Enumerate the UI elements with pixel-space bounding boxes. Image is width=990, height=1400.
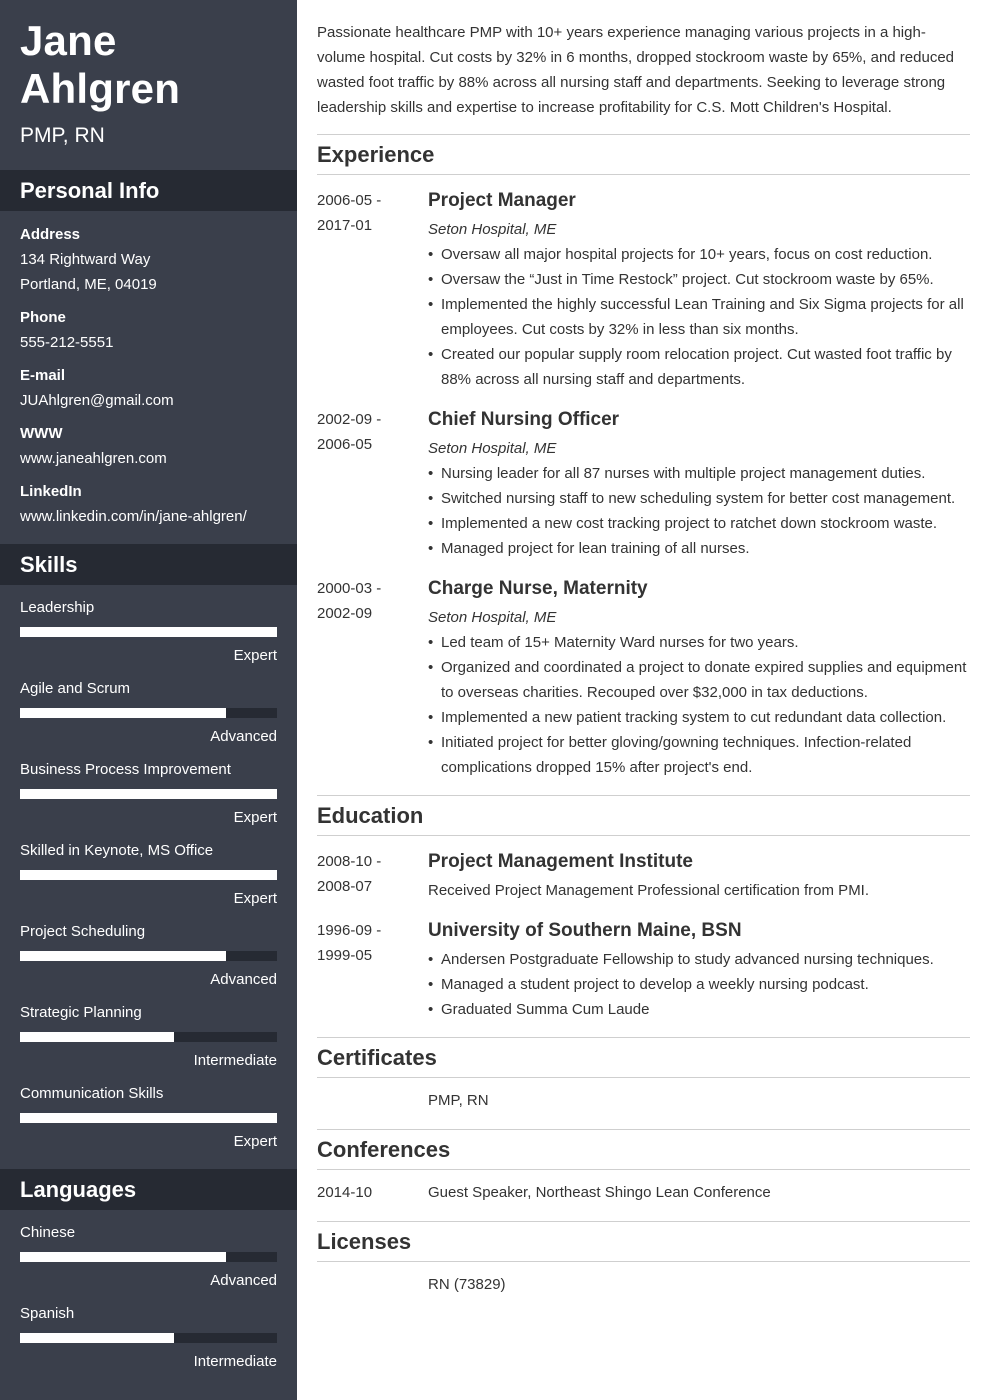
bullet-item: • Implemented a new patient tracking system to cut redundant data collection.: [428, 705, 970, 730]
entry-body: [428, 576, 970, 780]
skill-bar-fill: [20, 870, 277, 880]
entry-date: [317, 407, 428, 561]
email-item: [20, 363, 277, 413]
skill-bar-fill: [20, 789, 277, 799]
certificates-heading: Certificates: [317, 1037, 970, 1078]
skill-bar: [20, 1032, 277, 1042]
bullet-item: • Created our popular supply room relocation project. Cut wasted foot traffic by 88% across all nursing staff and departments.: [428, 342, 970, 392]
conferences-heading: Conferences: [317, 1129, 970, 1170]
www-item: [20, 421, 277, 471]
skill-level: Expert: [233, 890, 277, 907]
www-link[interactable]: www.janeahlgren.com: [20, 450, 167, 467]
skill-bar: [20, 1113, 277, 1123]
email-label: E-mail: [20, 367, 66, 384]
date-start: 2002-09 -: [317, 411, 382, 428]
skill-bar: [20, 951, 277, 961]
skill-level: Advanced: [210, 971, 277, 988]
bullet-item: • Switched nursing staff to new scheduling system for better cost management.: [428, 486, 970, 511]
bullet-item: • Initiated project for better gloving/gowning techniques. Infection-related complications dropped 15% after project's end.: [428, 730, 970, 780]
date-start: 2008-10 -: [317, 853, 382, 870]
phone-value: 555-212-5551: [20, 334, 114, 351]
skill-bar: [20, 627, 277, 637]
entry-date: [317, 1088, 428, 1113]
bullet-item: • Implemented the highly successful Lean Training and Six Sigma projects for all employees. Cut costs by 32% in less than six months.: [428, 292, 970, 342]
conference-date: 2014-10: [317, 1184, 373, 1201]
skill-bar-fill: [20, 708, 226, 718]
skills-heading: Skills: [0, 544, 297, 585]
experience-entry: [317, 576, 970, 780]
language-name: Chinese: [20, 1224, 76, 1241]
skill-item: [20, 757, 277, 838]
skill-bar: [20, 789, 277, 799]
date-end: 2008-07: [317, 878, 373, 895]
bullet-item: • Nursing leader for all 87 nurses with multiple project management duties.: [428, 461, 970, 486]
skill-level: Expert: [233, 809, 277, 826]
bullet-list: [428, 242, 970, 392]
skill-level: Intermediate: [193, 1052, 277, 1069]
license-entry: [317, 1272, 970, 1297]
skill-name: Business Process Improvement: [20, 761, 231, 778]
skill-bar-fill: [20, 1032, 174, 1042]
skill-name: Project Scheduling: [20, 923, 146, 940]
employer: Seton Hospital, ME: [428, 609, 557, 626]
language-bar-fill: [20, 1252, 226, 1262]
address-line-2: Portland, ME, 04019: [20, 276, 157, 293]
entry-date: [317, 1272, 428, 1297]
certificate-entry: [317, 1088, 970, 1113]
education-heading: Education: [317, 795, 970, 836]
bullet-item: • Organized and coordinated a project to donate expired supplies and equipment to overseas charities. Recouped over $32,000 in tax deductions.: [428, 655, 970, 705]
job-title: Project Manager: [428, 190, 576, 211]
language-level: Intermediate: [193, 1353, 277, 1370]
date-end: 2006-05: [317, 436, 373, 453]
language-level: Advanced: [210, 1272, 277, 1289]
language-item: [20, 1220, 277, 1301]
language-bar-fill: [20, 1333, 174, 1343]
address-item: [20, 222, 277, 297]
skill-item: [20, 1000, 277, 1081]
skill-item: [20, 595, 277, 676]
bullet-item: • Graduated Summa Cum Laude: [428, 997, 970, 1022]
skill-item: [20, 1081, 277, 1162]
email-value[interactable]: JUAhlgren@gmail.com: [20, 392, 174, 409]
entry-date: [317, 849, 428, 903]
skill-item: [20, 676, 277, 757]
entry-date: [317, 576, 428, 780]
skill-bar-fill: [20, 627, 277, 637]
licenses-heading: Licenses: [317, 1221, 970, 1262]
personal-info: [0, 211, 297, 529]
employer: Seton Hospital, ME: [428, 440, 557, 457]
skill-bar: [20, 708, 277, 718]
job-title: Charge Nurse, Maternity: [428, 578, 648, 599]
entry-date: [317, 918, 428, 1022]
bullet-list: [428, 947, 970, 1022]
language-bar: [20, 1333, 277, 1343]
address-label: Address: [20, 226, 81, 243]
conference-entry: [317, 1180, 970, 1205]
entry-body: [428, 188, 970, 392]
bullet-item: • Managed a student project to develop a weekly nursing podcast.: [428, 972, 970, 997]
skill-name: Agile and Scrum: [20, 680, 131, 697]
skill-bar-fill: [20, 951, 226, 961]
linkedin-label: LinkedIn: [20, 483, 82, 500]
linkedin-item: [20, 479, 277, 529]
experience-heading: Experience: [317, 134, 970, 175]
skill-level: Advanced: [210, 728, 277, 745]
school-name: Project Management Institute: [428, 851, 693, 872]
bullet-item: • Andersen Postgraduate Fellowship to study advanced nursing techniques.: [428, 947, 970, 972]
personal-info-heading: Personal Info: [0, 170, 297, 211]
summary: Passionate healthcare PMP with 10+ years experience managing various projects in a high-volume hospital. Cut costs by 32% in 6 months, dropped stockroom waste by 65%, and reduced wasted foot traffic by 88% across all nursing staff and departments. Seeking to leverage strong leadership skills and expertise to increase profitability for C.S. Mott Children's Hospital.: [317, 24, 955, 116]
license-text: RN (73829): [428, 1276, 506, 1293]
certificate-text: PMP, RN: [428, 1092, 489, 1109]
linkedin-link[interactable]: www.linkedin.com/in/jane-ahlgren/: [20, 508, 247, 525]
bullet-item: • Managed project for lean training of all nurses.: [428, 536, 970, 561]
skill-name: Leadership: [20, 599, 95, 616]
skills-list: [0, 585, 297, 1162]
entry-date: [317, 188, 428, 392]
date-end: 1999-05: [317, 947, 373, 964]
bullet-item: • Led team of 15+ Maternity Ward nurses for two years.: [428, 630, 970, 655]
skill-item: [20, 919, 277, 1000]
skill-name: Strategic Planning: [20, 1004, 142, 1021]
entry-body: [428, 407, 970, 561]
date-start: 2006-05 -: [317, 192, 382, 209]
candidate-name: Jane Ahlgren: [20, 17, 181, 112]
job-title: Chief Nursing Officer: [428, 409, 620, 430]
candidate-title: PMP, RN: [20, 124, 105, 147]
education-entry: [317, 849, 970, 903]
bullet-item: • Oversaw all major hospital projects for 10+ years, focus on cost reduction.: [428, 242, 970, 267]
languages-heading: Languages: [0, 1169, 297, 1210]
employer: Seton Hospital, ME: [428, 221, 557, 238]
date-start: 1996-09 -: [317, 922, 382, 939]
language-item: [20, 1301, 277, 1382]
language-name: Spanish: [20, 1305, 75, 1322]
conference-text: Guest Speaker, Northeast Shingo Lean Conference: [428, 1184, 771, 1201]
sidebar: [0, 0, 297, 1400]
date-start: 2000-03 -: [317, 580, 382, 597]
entry-body: [428, 849, 970, 903]
skill-bar: [20, 870, 277, 880]
main-column: [317, 0, 970, 1297]
skill-name: Skilled in Keynote, MS Office: [20, 842, 214, 859]
phone-item: [20, 305, 277, 355]
phone-label: Phone: [20, 309, 66, 326]
bullet-list: [428, 630, 970, 780]
www-label: WWW: [20, 425, 63, 442]
skill-level: Expert: [233, 1133, 277, 1150]
education-entry: [317, 918, 970, 1022]
skill-bar-fill: [20, 1113, 277, 1123]
experience-entry: [317, 407, 970, 561]
language-bar: [20, 1252, 277, 1262]
date-end: 2002-09: [317, 605, 373, 622]
skill-name: Communication Skills: [20, 1085, 164, 1102]
education-description: Received Project Management Professional certification from PMI.: [428, 882, 870, 899]
entry-body: [428, 918, 970, 1022]
skill-level: Expert: [233, 647, 277, 664]
skill-item: [20, 838, 277, 919]
experience-entry: [317, 188, 970, 392]
school-name: University of Southern Maine, BSN: [428, 920, 742, 941]
bullet-list: [428, 461, 970, 561]
date-end: 2017-01: [317, 217, 373, 234]
bullet-item: • Oversaw the “Just in Time Restock” project. Cut stockroom waste by 65%.: [428, 267, 970, 292]
bullet-item: • Implemented a new cost tracking project to ratchet down stockroom waste.: [428, 511, 970, 536]
languages-list: [0, 1210, 297, 1382]
address-line-1: 134 Rightward Way: [20, 251, 151, 268]
